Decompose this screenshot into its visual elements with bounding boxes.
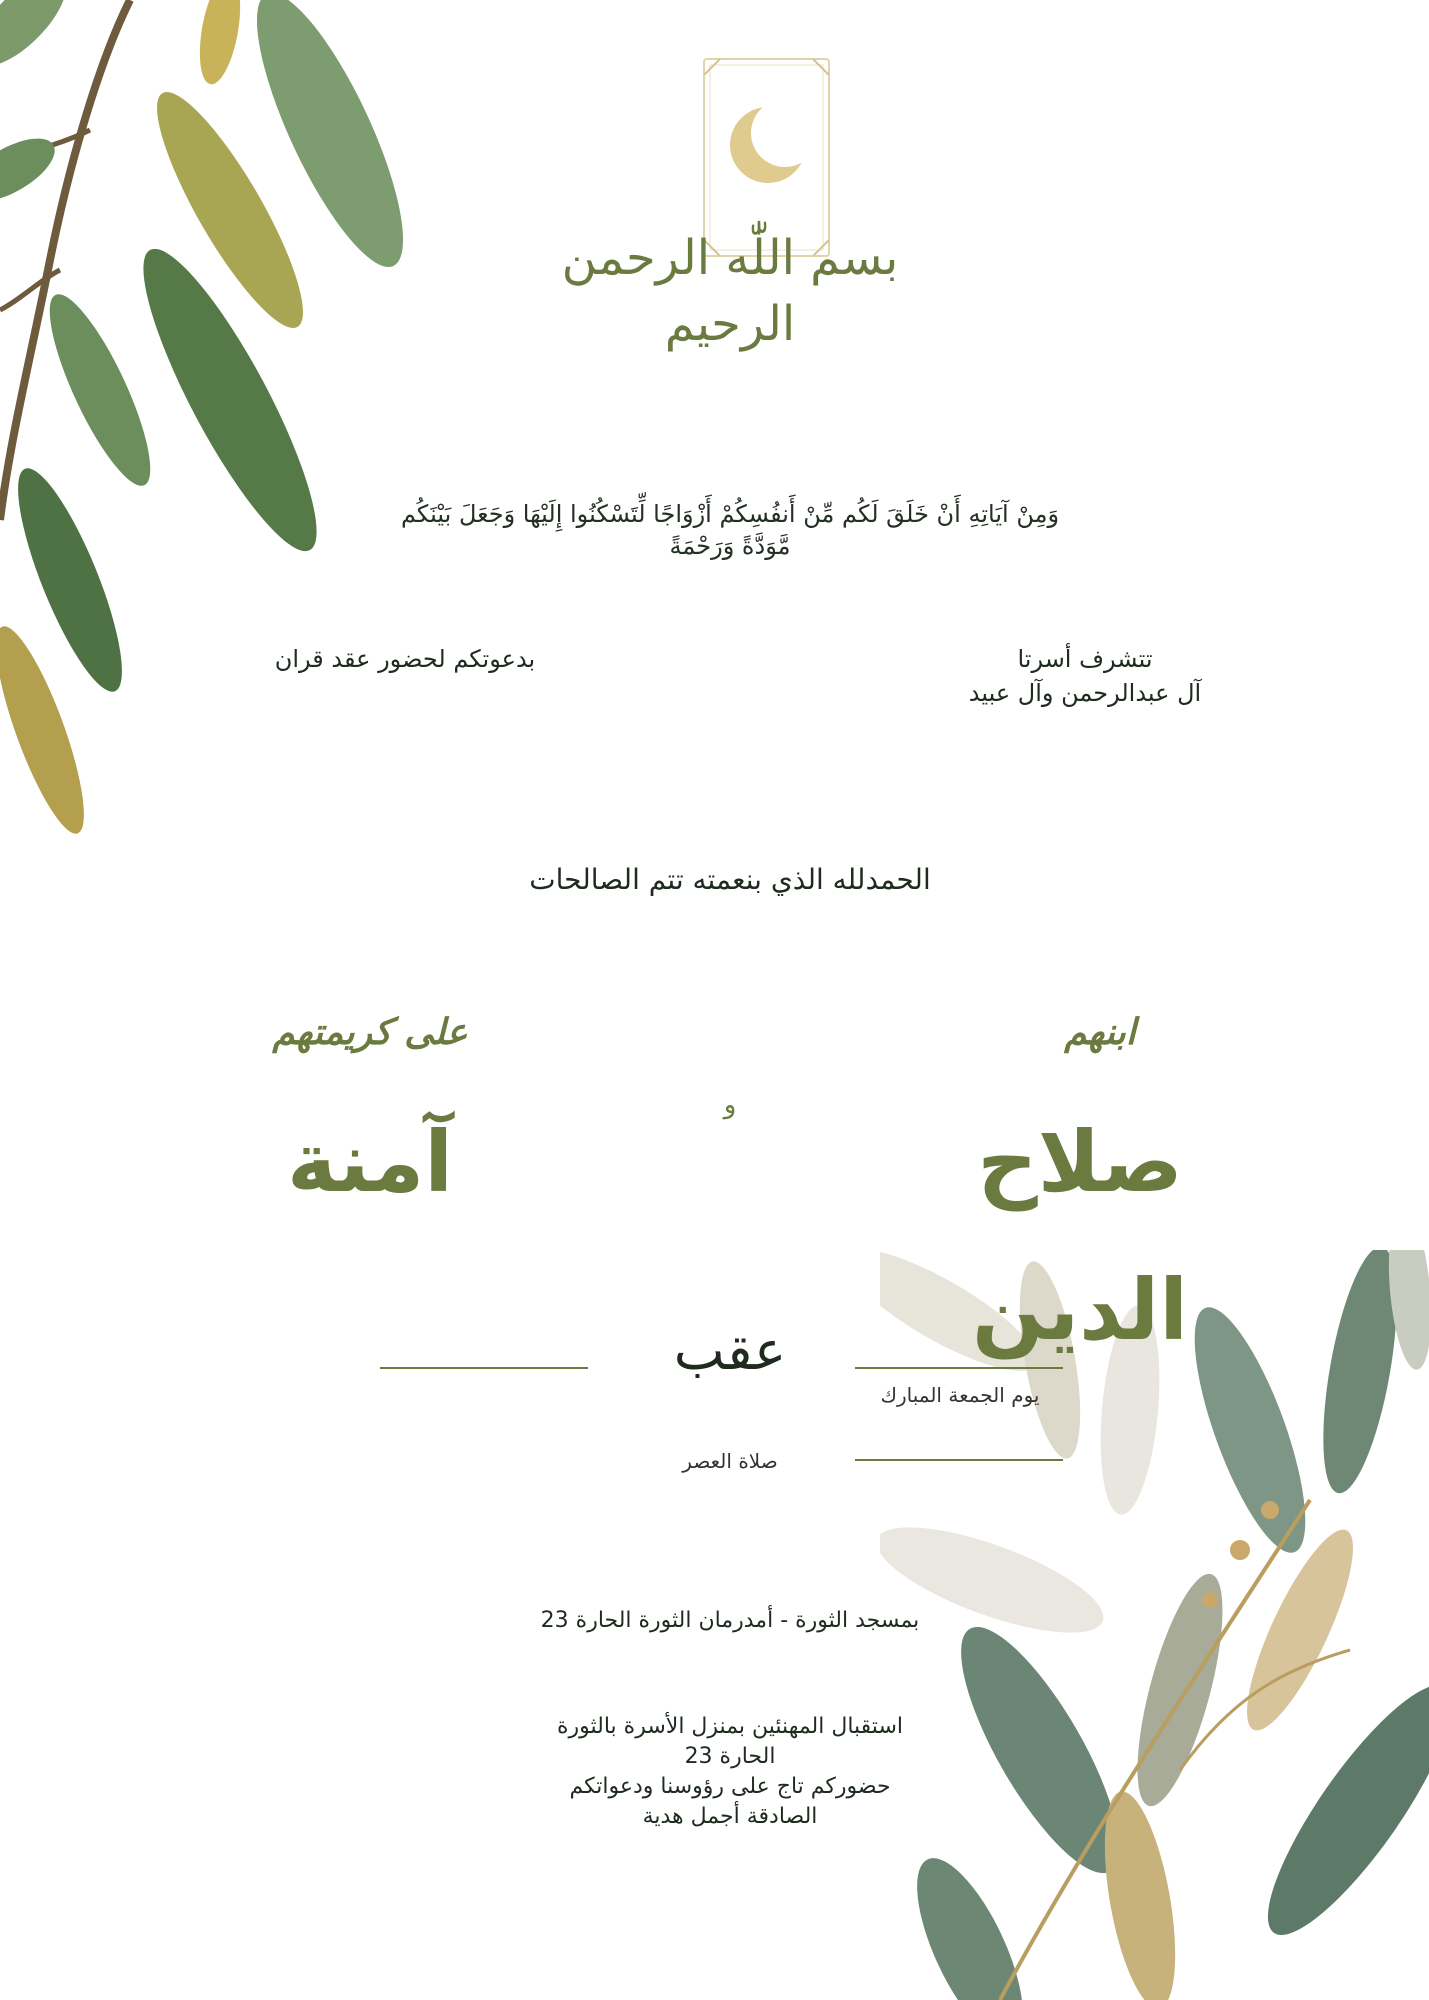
event-venue: بمسجد الثورة - أمدرمان الثورة الحارة 23 — [540, 1608, 920, 1633]
reception-line-4: الصادقة أجمل هدية — [642, 1804, 818, 1829]
praise-line: الحمدلله الذي بنعمته تتم الصالحات — [529, 863, 931, 896]
reception-line-2: الحارة 23 — [684, 1744, 776, 1769]
olive-branch-decoration-top — [0, 0, 430, 860]
event-day: يوم الجمعة المبارك — [880, 1383, 1040, 1407]
divider-right — [855, 1367, 1063, 1369]
son-label: ابنهم — [1064, 1012, 1136, 1053]
event-prayer-time: صلاة العصر — [682, 1449, 778, 1473]
divider-right-lower — [855, 1459, 1063, 1461]
bride-name: آمنة — [286, 1113, 454, 1211]
basmala-title: بسم اللّٰه الرحمن الرحيم — [561, 230, 899, 352]
crescent-moon-icon — [730, 99, 819, 183]
after-word: عقب — [673, 1319, 787, 1382]
quran-verse: وَمِنْ آيَاتِهِ أَنْ خَلَقَ لَكُم مِّنْ أَنفُسِكُمْ أَزْوَاجًا لِّتَسْكُنُوا إِلَيْهَا وَجَعَلَ بَيْنَكُم مَّوَدَّةً وَرَحْمَةً — [400, 500, 1060, 560]
conjunction: و — [723, 1090, 737, 1120]
hosts-line-1: تتشرف أسرتا — [1017, 645, 1153, 673]
reception-info — [530, 1712, 930, 1832]
invitation-text: بدعوتكم لحضور عقد قران — [274, 645, 536, 673]
divider-left — [380, 1367, 588, 1369]
groom-name: صلاح الدين — [972, 1113, 1188, 1359]
reception-line-1: استقبال المهنئين بمنزل الأسرة بالثورة — [557, 1714, 903, 1739]
hosting-families — [910, 642, 1260, 710]
hosts-line-2: آل عبدالرحمن وآل عبيد — [968, 679, 1202, 707]
reception-line-3: حضوركم تاج على رؤوسنا ودعواتكم — [569, 1774, 891, 1799]
daughter-label: على كريمتهم — [272, 1012, 468, 1053]
